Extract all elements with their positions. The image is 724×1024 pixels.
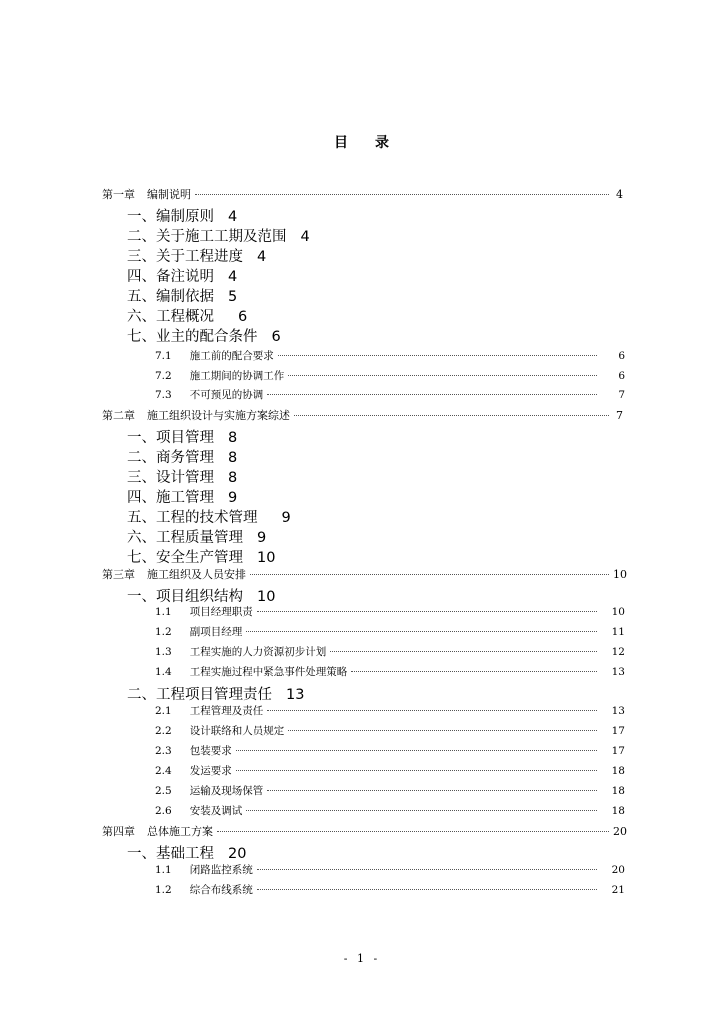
toc-entry-big[interactable]	[127, 446, 724, 467]
toc-entry-number: 1.4	[155, 666, 172, 678]
toc-entry-number: 1.2	[155, 626, 172, 638]
toc-entry-sub[interactable]	[0, 604, 724, 619]
toc-entry-number: 第二章	[102, 409, 135, 422]
toc-entry-big[interactable]	[127, 305, 724, 326]
toc-leader-dots	[250, 573, 609, 575]
toc-entry-title: 六、工程质量管理	[127, 530, 243, 546]
toc-entry-page: 5	[228, 289, 238, 305]
toc-entry-sub[interactable]	[0, 723, 724, 738]
toc-leader-dots	[288, 374, 597, 376]
toc-entry-big[interactable]	[127, 205, 724, 226]
toc-entry-title: 总体施工方案	[147, 825, 213, 838]
toc-leader-dots	[267, 393, 597, 395]
toc-title	[0, 132, 724, 152]
toc-entry-page: 10	[613, 568, 627, 581]
toc-entry-title: 七、业主的配合条件	[127, 329, 258, 345]
toc-entry-sub[interactable]	[0, 387, 724, 402]
toc-entry-title: 施工前的配合要求	[189, 350, 274, 362]
toc-entry-big[interactable]	[127, 466, 724, 487]
toc-entry-page: 6	[618, 350, 625, 362]
toc-entry-chapter[interactable]	[0, 186, 724, 202]
toc-leader-dots	[257, 868, 597, 870]
toc-entry-chapter[interactable]	[0, 566, 724, 582]
toc-entry-title: 综合布线系统	[189, 884, 253, 896]
toc-leader-dots	[236, 769, 597, 771]
toc-entry-page: 8	[228, 450, 238, 466]
toc-entry-big[interactable]	[127, 506, 724, 527]
toc-entry-page: 13	[286, 687, 305, 703]
toc-leader-dots	[278, 354, 597, 356]
toc-leader-dots	[330, 650, 597, 652]
toc-entry-title: 七、安全生产管理	[127, 550, 243, 566]
toc-entry-big[interactable]	[127, 285, 724, 306]
toc-entry-number: 2.5	[155, 785, 172, 797]
toc-entry-sub[interactable]	[0, 763, 724, 778]
toc-entry-title: 一、项目管理	[127, 430, 214, 446]
toc-entry-page: 12	[611, 646, 625, 658]
toc-entry-sub[interactable]	[0, 624, 724, 639]
toc-entry-title: 包装要求	[189, 745, 232, 757]
toc-entry-sub[interactable]	[0, 862, 724, 877]
toc-entry-page: 10	[611, 606, 625, 618]
toc-entry-title: 施工组织及人员安排	[147, 568, 246, 581]
toc-entry-title: 一、编制原则	[127, 209, 214, 225]
toc-entry-page: 8	[228, 470, 238, 486]
toc-entry-number: 2.6	[155, 805, 172, 817]
toc-leader-dots	[288, 729, 597, 731]
toc-leader-dots	[246, 809, 597, 811]
toc-entry-page: 17	[611, 725, 625, 737]
toc-entry-page: 4	[228, 209, 238, 225]
toc-leader-dots	[351, 670, 597, 672]
toc-entry-page: 18	[611, 765, 625, 777]
toc-entry-title: 闭路监控系统	[189, 864, 253, 876]
toc-entry-page: 10	[257, 550, 276, 566]
toc-entry-chapter[interactable]	[0, 823, 724, 839]
toc-leader-dots	[267, 789, 597, 791]
toc-entry-page: 8	[228, 430, 238, 446]
toc-entry-big[interactable]	[127, 225, 724, 246]
toc-entry-page: 9	[228, 490, 238, 506]
toc-entry-title: 一、基础工程	[127, 846, 214, 862]
toc-entry-number: 2.3	[155, 745, 172, 757]
toc-entry-number: 1.3	[155, 646, 172, 658]
toc-entry-title: 不可预见的协调	[189, 389, 264, 401]
toc-entry-page: 20	[613, 825, 627, 838]
toc-entry-big[interactable]	[127, 486, 724, 507]
toc-entry-big[interactable]	[127, 325, 724, 346]
toc-entry-sub[interactable]	[0, 703, 724, 718]
toc-entry-sub[interactable]	[0, 664, 724, 679]
toc-entry-number: 1.2	[155, 884, 172, 896]
toc-entry-page: 17	[611, 745, 625, 757]
toc-leader-dots	[246, 630, 597, 632]
toc-entry-page: 13	[611, 705, 625, 717]
toc-entry-page: 4	[257, 249, 267, 265]
toc-entry-sub[interactable]	[0, 783, 724, 798]
toc-entry-big[interactable]	[127, 546, 724, 567]
toc-entry-sub[interactable]	[0, 644, 724, 659]
toc-entry-sub[interactable]	[0, 348, 724, 363]
toc-entry-number: 第三章	[102, 568, 135, 581]
toc-entry-title: 工程实施过程中紧急事件处理策略	[189, 666, 348, 678]
toc-entry-page: 18	[611, 785, 625, 797]
toc-entry-number: 第一章	[102, 188, 135, 201]
toc-entry-title: 五、编制依据	[127, 289, 214, 305]
toc-entry-title: 工程实施的人力资源初步计划	[189, 646, 327, 658]
toc-entry-page: 20	[228, 846, 247, 862]
toc-entry-page: 9	[257, 530, 267, 546]
toc-entry-number: 第四章	[102, 825, 135, 838]
toc-entry-page: 7	[618, 389, 625, 401]
toc-title-right: 录	[375, 135, 390, 151]
toc-entry-title: 运输及现场保管	[189, 785, 264, 797]
toc-entry-title: 三、设计管理	[127, 470, 214, 486]
toc-entry-page: 21	[611, 884, 625, 896]
toc-entry-big[interactable]	[127, 683, 724, 704]
toc-leader-dots	[257, 610, 597, 612]
toc-leader-dots	[257, 888, 597, 890]
toc-entry-page: 10	[257, 589, 276, 605]
toc-entry-title: 施工组织设计与实施方案综述	[147, 409, 290, 422]
toc-entry-number: 2.1	[155, 705, 172, 717]
toc-entry-title: 四、备注说明	[127, 269, 214, 285]
toc-entry-title: 二、工程项目管理责任	[127, 687, 272, 703]
toc-entry-title: 工程管理及责任	[189, 705, 264, 717]
toc-entry-title: 五、工程的技术管理	[127, 510, 258, 526]
toc-leader-dots	[267, 709, 597, 711]
toc-entry-title: 施工期间的协调工作	[189, 370, 285, 382]
toc-entry-number: 1.1	[155, 864, 172, 876]
toc-leader-dots	[294, 414, 609, 416]
toc-leader-dots	[195, 193, 609, 195]
toc-leader-dots	[236, 749, 597, 751]
toc-entry-page: 7	[616, 409, 623, 422]
toc-entry-number: 1.1	[155, 606, 172, 618]
toc-entry-big[interactable]	[127, 265, 724, 286]
toc-title-left: 目	[334, 135, 349, 151]
toc-entry-page: 13	[611, 666, 625, 678]
page-number: - 1 -	[343, 952, 381, 965]
toc-entry-title: 安装及调试	[189, 805, 243, 817]
toc-entry-page: 18	[611, 805, 625, 817]
toc-leader-dots	[217, 830, 609, 832]
toc-entry-title: 二、关于施工工期及范围	[127, 229, 287, 245]
toc-entry-page: 6	[271, 329, 281, 345]
toc-entry-page: 11	[611, 626, 625, 638]
toc-entry-page: 6	[618, 370, 625, 382]
toc-entry-title: 编制说明	[147, 188, 191, 201]
toc-entry-page: 4	[616, 188, 623, 201]
toc-entry-title: 项目经理职责	[189, 606, 253, 618]
toc-entry-big[interactable]	[127, 842, 724, 863]
toc-entry-title: 三、关于工程进度	[127, 249, 243, 265]
toc-entry-page: 4	[300, 229, 310, 245]
toc-entry-number: 7.2	[155, 370, 172, 382]
toc-entry-big[interactable]	[127, 526, 724, 547]
toc-entry-page: 6	[238, 309, 248, 325]
toc-entry-title: 四、施工管理	[127, 490, 214, 506]
toc-entry-title: 六、工程概况	[127, 309, 214, 325]
toc-entry-title: 发运要求	[189, 765, 232, 777]
toc-entry-title: 一、项目组织结构	[127, 589, 243, 605]
toc-entry-sub[interactable]	[0, 803, 724, 818]
toc-entry-sub[interactable]	[0, 368, 724, 383]
toc-entry-title: 副项目经理	[189, 626, 243, 638]
toc-entry-number: 7.3	[155, 389, 172, 401]
toc-entry-sub[interactable]	[0, 882, 724, 897]
toc-entry-page: 4	[228, 269, 238, 285]
toc-entry-chapter[interactable]	[0, 407, 724, 423]
toc-entry-page: 20	[611, 864, 625, 876]
toc-entry-big[interactable]	[127, 426, 724, 447]
toc-entry-number: 2.2	[155, 725, 172, 737]
toc-entry-big[interactable]	[127, 245, 724, 266]
toc-entry-page: 9	[281, 510, 291, 526]
toc-entry-title: 设计联络和人员规定	[189, 725, 285, 737]
toc-entry-number: 2.4	[155, 765, 172, 777]
toc-entry-sub[interactable]	[0, 743, 724, 758]
toc-entry-big[interactable]	[127, 585, 724, 606]
toc-entry-number: 7.1	[155, 350, 172, 362]
toc-entry-title: 二、商务管理	[127, 450, 214, 466]
